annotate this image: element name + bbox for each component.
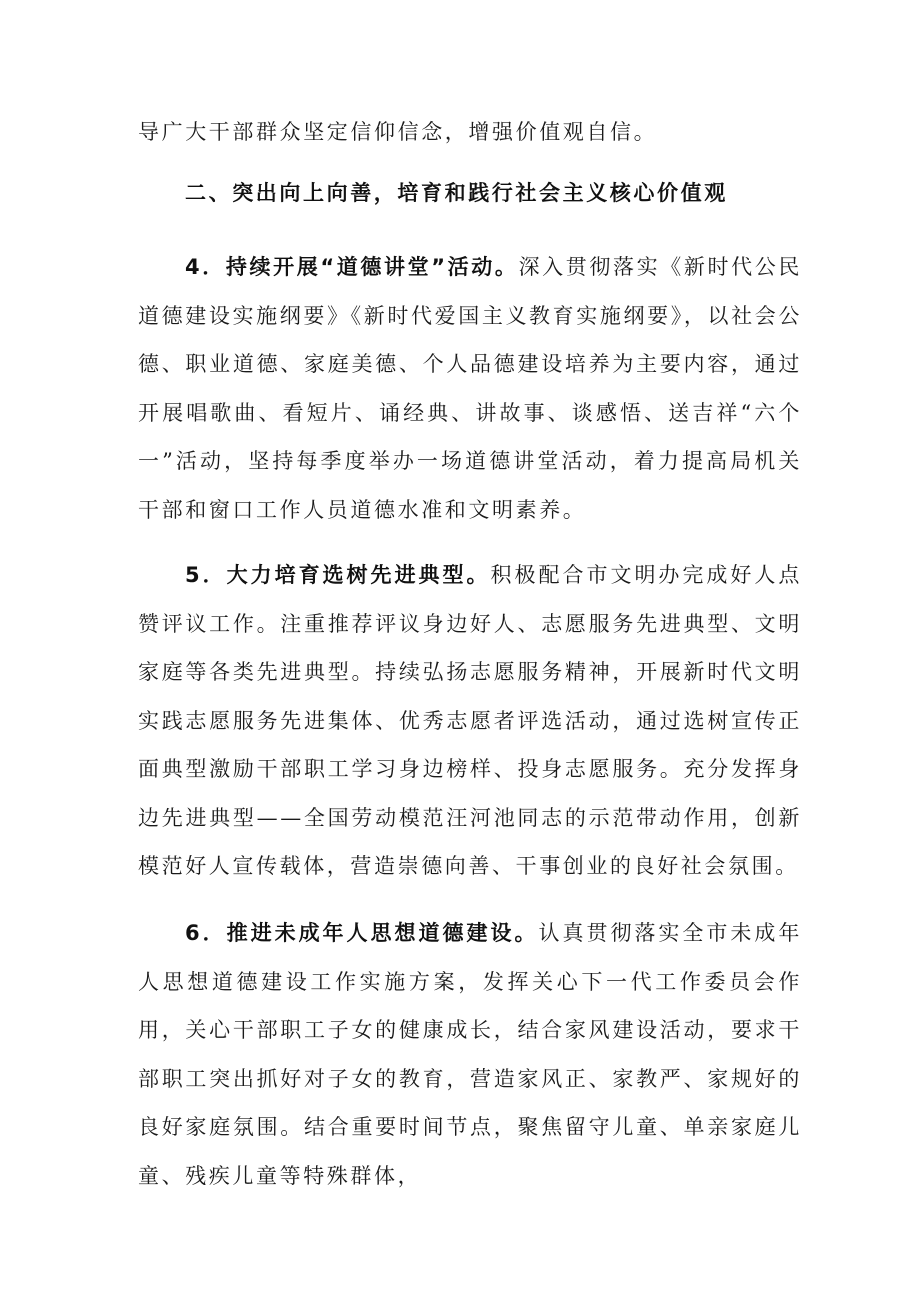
paragraph-item-6 xyxy=(138,909,802,1200)
paragraph-lead: 5．大力培育选树先进典型。 xyxy=(185,563,491,587)
intro-line: 导广大干部群众坚定信仰信念，增强价值观自信。 xyxy=(138,120,658,144)
paragraph-lead: 6．推进未成年人思想道德建设。 xyxy=(185,921,539,945)
paragraph-item-4 xyxy=(138,243,802,534)
paragraph-item-5 xyxy=(138,551,802,891)
section-heading: 二、突出向上向善，培育和践行社会主义核心价值观 xyxy=(185,181,728,205)
paragraph-body: 积极配合市文明办完成好人点赞评议工作。注重推荐评议身边好人、志愿服务先进典型、文明家庭等各类先进典型。持续弘扬志愿服务精神，开展新时代文明实践志愿服务先进集体、优秀志愿者评选活动，通过选树宣传正面典型激励干部职工学习身边榜样、投身志愿服务。充分发挥身边先进典型——全国劳动模范汪河池同志的示范带动作用，创新模范好人宣传载体，营造崇德向善、干事创业的良好社会氛围。 xyxy=(138,563,802,878)
paragraph-body: 深入贯彻落实《新时代公民道德建设实施纲要》《新时代爱国主义教育实施纲要》，以社会公德、职业道德、家庭美德、个人品德建设培养为主要内容，通过开展唱歌曲、看短片、诵经典、讲故事、谈感悟、送吉祥“六个一”活动，坚持每季度举办一场道德讲堂活动，着力提高局机关干部和窗口工作人员道德水准和文明素养。 xyxy=(138,255,803,522)
paragraph-lead: 4．持续开展“道德讲堂”活动。 xyxy=(185,255,519,279)
paragraph-body: 认真贯彻落实全市未成年人思想道德建设工作实施方案，发挥关心下一代工作委员会作用，关心干部职工子女的健康成长，结合家风建设活动，要求干部职工突出抓好对子女的教育，营造家风正、家教严、家规好的良好家庭氛围。结合重要时间节点，聚焦留守儿童、单亲家庭儿童、残疾儿童等特殊群体， xyxy=(138,921,802,1188)
